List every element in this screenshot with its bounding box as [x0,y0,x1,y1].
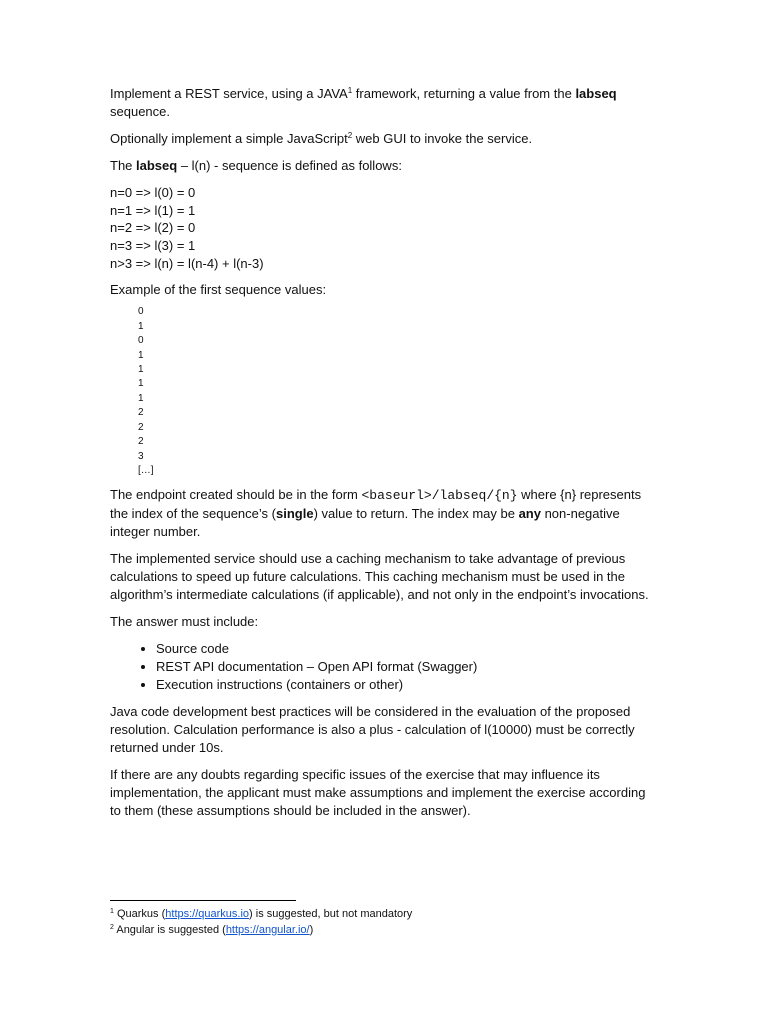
sequence-value: 0 [138,306,144,318]
endpoint-paragraph: The endpoint created should be in the form <baseurl>/labseq/{n} where {n} represents the index of the sequence’s (single) value to return. The index may be any non-negative integer number. [110,487,642,540]
footnote-separator [110,900,296,901]
sequence-value: 1 [138,320,144,332]
definition-intro: The labseq – l(n) - sequence is defined as follows: [110,158,402,173]
footnotes [110,907,412,938]
footnote-1: $^1$ Quarkus (https://quarkus.io) is suggested, but not mandatory [110,908,413,920]
list-item: • Source code [156,640,658,658]
sequence-value: 1 [138,364,144,376]
sequence-value: 1 [138,392,144,404]
sequence-ellipsis: […] [138,464,154,476]
definition-line: n=0 => l(0) = 0 [110,185,196,200]
example-heading: Example of the first sequence values: [110,282,327,298]
sequence-value: 0 [138,335,144,347]
definition-line: n=2 => l(2) = 0 [110,220,196,236]
endpoint-code: <baseurl>/labseq/{n} [361,488,518,504]
gui-paragraph: Optionally implement a simple JavaScript$^2$ web GUI to invoke the service. [110,131,533,146]
intro-paragraph: Implement a REST service, using a JAVA$^1$ framework, returning a value from the labseq sequence. [110,86,617,119]
angular-link[interactable]: https://angular.io/ [225,923,310,936]
answer-heading: The answer must include: [110,614,259,630]
sequence-value: 1 [138,349,144,361]
definition-line: n>3 => l(n) = l(n-4) + l(n-3) [110,255,264,271]
sequence-value: 2 [138,436,144,448]
sequence-definitions [110,184,658,272]
answer-requirements-list [110,640,658,694]
document-body [110,85,658,829]
definition-line: n=1 => l(1) = 1 [110,202,196,218]
footnote-ref-1: 1 [347,86,353,95]
footnote-2: $^2$ Angular is suggested (https://angular.io/) [110,923,314,936]
sequence-value: 1 [138,378,144,390]
doubts-paragraph: If there are any doubts regarding specific issues of the exercise that may influence its implementation, the applicant must make assumptions and implement the exercise according to them (these assumptions should be included in the answer). [110,767,646,819]
best-practices-paragraph: Java code development best practices will be considered in the evaluation of the proposed resolution. Calculation performance is also a plus - calculation of l(10000) must be correctly returned under 10s. [110,704,635,756]
sequence-example-list [138,305,658,478]
sequence-value: 2 [138,421,144,433]
sequence-value: 2 [138,407,144,419]
quarkus-link[interactable]: https://quarkus.io [165,908,250,920]
list-item: • REST API documentation – Open API format (Swagger) [156,658,658,676]
caching-paragraph: The implemented service should use a caching mechanism to take advantage of previous calculations to speed up future calculations. This caching mechanism must be used in the algorithm’s intermediate calculations (if applicable), and not only in the endpoint’s invocations. [110,551,649,603]
footnote-ref-2: 2 [347,131,353,140]
list-item: • Execution instructions (containers or other) [156,676,658,694]
definition-line: n=3 => l(3) = 1 [110,238,196,254]
sequence-value: 3 [138,450,144,462]
